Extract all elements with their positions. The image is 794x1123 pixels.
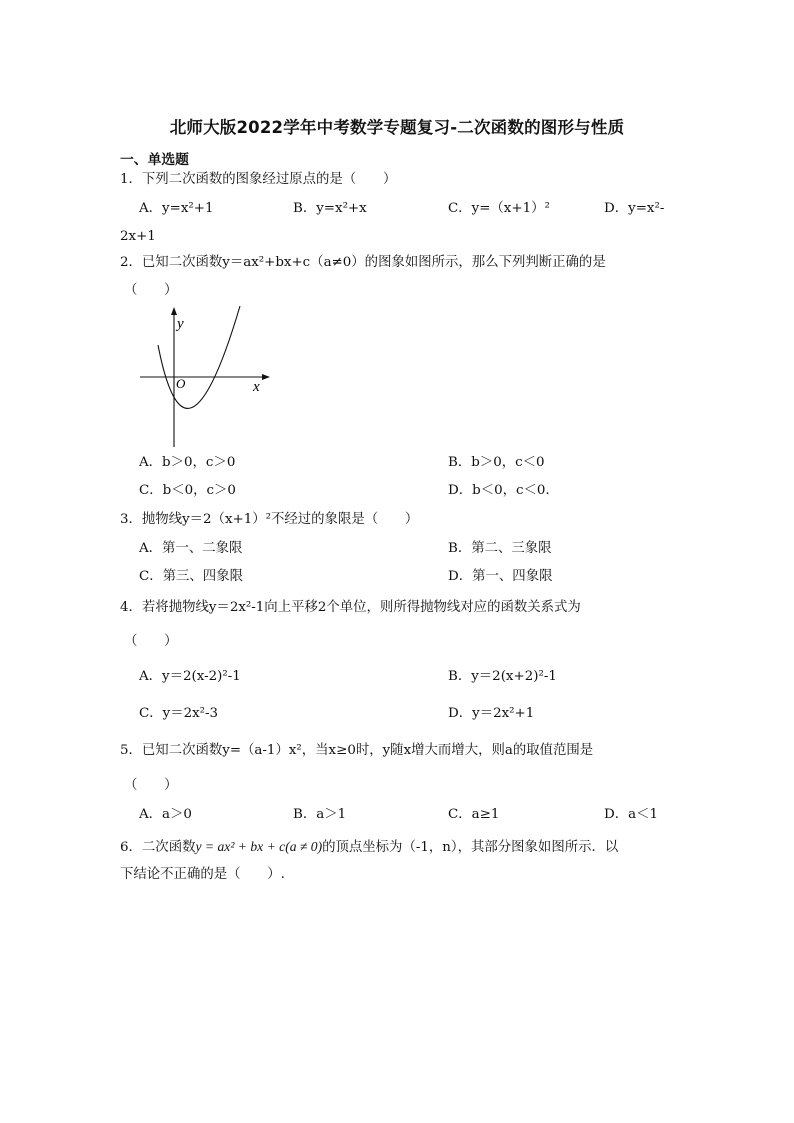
q3-option-d: D．第一、四象限 <box>448 569 553 584</box>
document-title: 北师大版2022学年中考数学专题复习-二次函数的图形与性质 <box>169 118 625 137</box>
q1-option-c: C．y=（x+1）² <box>448 201 550 216</box>
y-axis-arrow <box>171 307 177 315</box>
q5-option-b: B．a＞1 <box>293 807 347 822</box>
section-heading: 一、单选题 <box>120 152 189 168</box>
q1-option-d: D．y=x²- <box>604 201 665 216</box>
origin-label: O <box>176 376 186 391</box>
q3-option-c: C．第三、四象限 <box>139 569 243 584</box>
q1-stem: 1．下列二次函数的图象经过原点的是（ ） <box>120 172 397 187</box>
q2-option-d: D．b＜0，c＜0. <box>448 483 550 498</box>
q5-option-d: D．a＜1 <box>604 807 659 822</box>
q3-stem: 3．抛物线y＝2（x+1）²不经过的象限是（ ） <box>120 512 419 527</box>
x-axis-label: x <box>253 379 260 395</box>
q2-stem: 2．已知二次函数y＝ax²+bx+c（a≠0）的图象如图所示，那么下列判断正确的是 <box>120 255 606 270</box>
q4-option-a: A．y＝2(x-2)²-1 <box>139 669 241 684</box>
q4-answer-paren: （ ） <box>124 634 178 649</box>
q1-option-b: B．y=x²+x <box>293 201 367 216</box>
q1-option-d-continued: 2x+1 <box>120 229 156 244</box>
q5-option-a: A．a＞0 <box>139 807 192 822</box>
q5-option-c: C．a≥1 <box>448 807 500 822</box>
q5-stem: 5．已知二次函数y=（a-1）x²，当x≥0时，y随x增大而增大，则a的取值范围是 <box>120 743 594 758</box>
q2-option-a: A．b＞0，c＞0 <box>139 455 236 470</box>
q4-option-c: C．y＝2x²-3 <box>139 706 219 721</box>
x-axis-arrow <box>262 374 270 380</box>
q6-stem-line2: 下结论不正确的是（ ）. <box>120 867 285 882</box>
q2-answer-paren: （ ） <box>124 283 178 298</box>
q6-stem-prefix: 6．二次函数 <box>120 840 196 855</box>
q3-option-b: B．第二、三象限 <box>448 541 552 556</box>
q3-option-a: A．第一、二象限 <box>139 541 243 556</box>
parabola-curve <box>158 306 240 408</box>
q2-option-c: C．b＜0，c＞0 <box>139 483 236 498</box>
y-axis-label: y <box>177 316 184 332</box>
q6-stem-suffix: 的顶点坐标为（-1，n），其部分图象如图所示．以 <box>322 840 619 855</box>
q5-answer-paren: （ ） <box>124 778 178 793</box>
q4-option-d: D．y＝2x²+1 <box>448 706 535 721</box>
q4-option-b: B．y＝2(x+2)²-1 <box>448 669 557 684</box>
q4-stem: 4．若将抛物线y＝2x²-1向上平移2个单位，则所得抛物线对应的函数关系式为 <box>120 600 581 615</box>
q2-option-b: B．b＞0，c＜0 <box>448 455 545 470</box>
q6-formula: y = ax² + bx + c(a ≠ 0) <box>195 839 323 854</box>
q2-parabola-graph <box>132 305 282 455</box>
q1-option-a: A．y=x²+1 <box>139 201 214 216</box>
q6-stem-line1 <box>120 838 618 857</box>
